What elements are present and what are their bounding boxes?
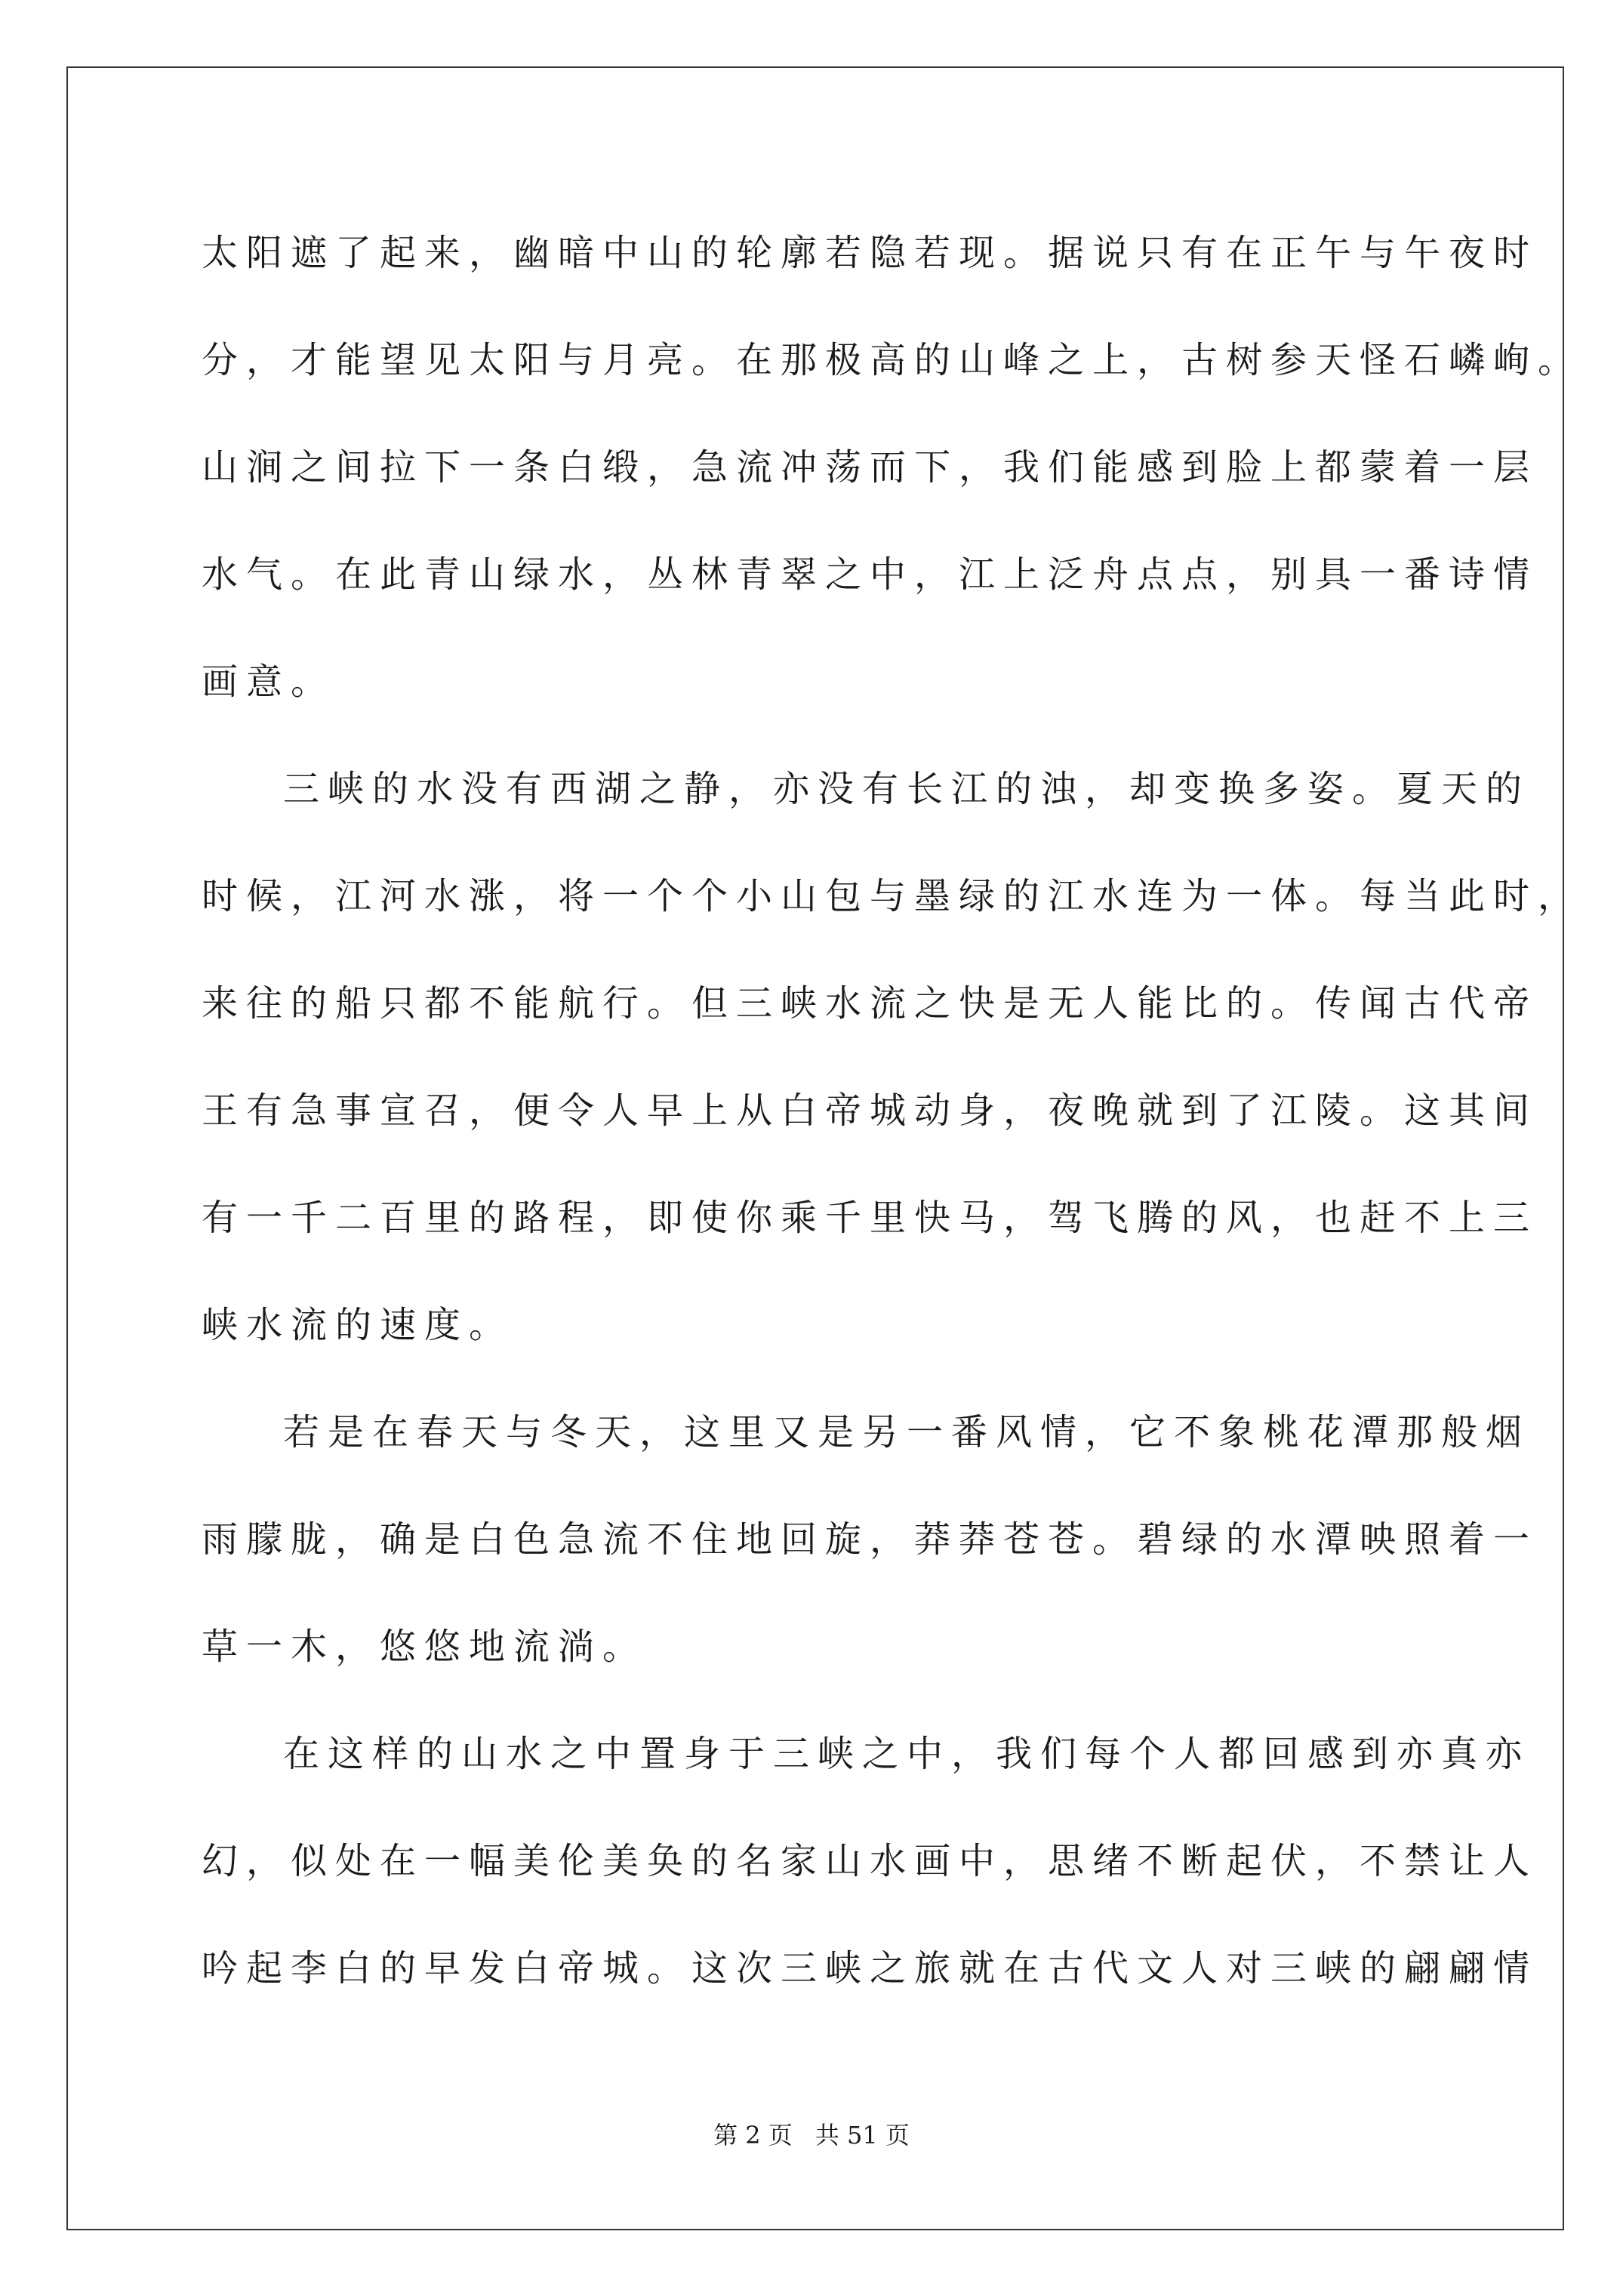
text-line: 雨朦胧，确是白色急流不住地回旋，莽莽苍苍。碧绿的水潭映照着一 <box>202 1518 1538 1561</box>
text-line: 在这样的山水之中置身于三峡之中，我们每个人都回感到亦真亦 <box>283 1733 1531 1775</box>
text-line: 有一千二百里的路程，即使你乘千里快马，驾飞腾的风，也赶不上三 <box>202 1197 1538 1239</box>
text-line: 山涧之间拉下一条白缎，急流冲荡而下，我们能感到脸上都蒙着一层 <box>202 446 1538 488</box>
text-line: 三峡的水没有西湖之静，亦没有长江的浊，却变换多姿。夏天的 <box>283 768 1531 810</box>
text-line: 太阳遮了起来，幽暗中山的轮廓若隐若现。据说只有在正午与午夜时 <box>202 232 1538 274</box>
page-total: 共 51 页 <box>815 2121 910 2150</box>
text-line: 吟起李白的早发白帝城。这次三峡之旅就在古代文人对三峡的翩翩情 <box>202 1947 1538 1989</box>
document-body <box>202 219 1583 2042</box>
page-number: 第 2 页 <box>713 2121 793 2150</box>
page-footer <box>0 2120 1623 2150</box>
text-line: 分，才能望见太阳与月亮。在那极高的山峰之上，古树参天怪石嶙峋。 <box>202 339 1583 381</box>
text-line: 来往的船只都不能航行。但三峡水流之快是无人能比的。传闻古代帝 <box>202 982 1538 1025</box>
text-line: 水气。在此青山绿水，丛林青翠之中，江上泛舟点点，别具一番诗情 <box>202 553 1538 596</box>
text-line: 草一木，悠悠地流淌。 <box>202 1626 648 1668</box>
text-line: 峡水流的速度。 <box>202 1304 514 1346</box>
text-line: 幻，似处在一幅美伦美奂的名家山水画中，思绪不断起伏，不禁让人 <box>202 1840 1538 1882</box>
text-line: 画意。 <box>202 661 336 703</box>
text-line: 若是在春天与冬天，这里又是另一番风情，它不象桃花潭那般烟 <box>283 1411 1531 1453</box>
text-line: 王有急事宣召，便令人早上从白帝城动身，夜晚就到了江陵。这其间 <box>202 1089 1538 1132</box>
text-line: 时候，江河水涨，将一个个小山包与墨绿的江水连为一体。每当此时， <box>202 875 1583 917</box>
